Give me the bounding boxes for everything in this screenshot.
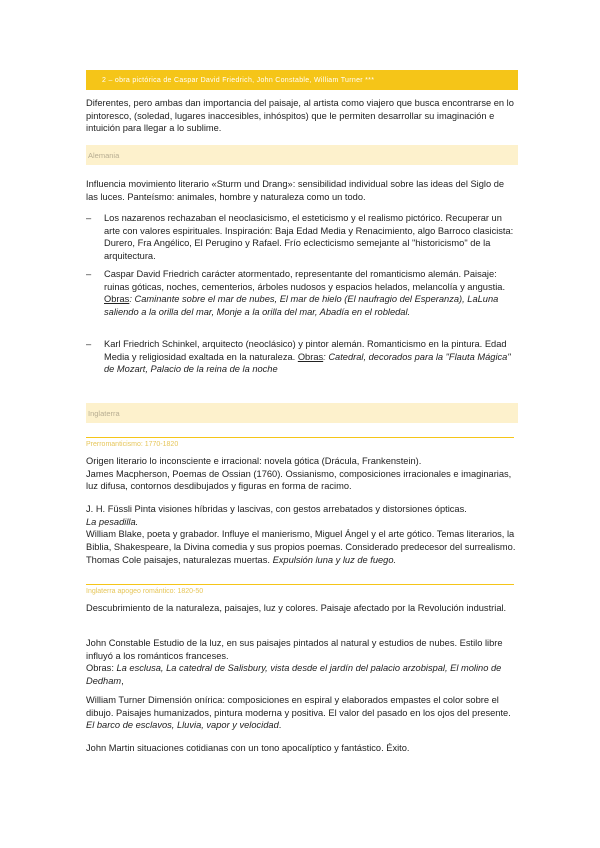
section-title-bar bbox=[86, 70, 518, 90]
prerromanticismo-subhead bbox=[86, 437, 514, 448]
constable-obras-label: Obras: bbox=[86, 663, 117, 674]
friedrich-text: Caspar David Friedrich carácter atormentado, representante del romanticismo alemán. Paisaje: ruinas góticas, noches, cementerios, árboles nudosos y espacios helados, melancolía y angustia. bbox=[104, 269, 506, 292]
bullet-mark: – bbox=[86, 339, 92, 349]
turner-tail: . bbox=[278, 720, 282, 731]
turner-block bbox=[86, 694, 518, 732]
apogeo-label: Inglaterra apogeo romántico: 1820-50 bbox=[86, 588, 204, 595]
apogeo-text: Descubrimiento de la naturaleza, paisajes, luz y colores. Paisaje afectado por la Revolución industrial. bbox=[86, 603, 507, 613]
inglaterra-heading: Inglaterra bbox=[88, 408, 120, 418]
alemania-band bbox=[86, 145, 518, 165]
alemania-intro-text: Influencia movimiento literario «Sturm und Drang»: sensibilidad individual sobre las ideas del Siglo de las luces. Panteísmo: animales, hombre y naturaleza como un todo. bbox=[86, 179, 505, 202]
turner-obras: El barco de esclavos, Lluvia, vapor y velocidad bbox=[86, 720, 279, 731]
alemania-heading: Alemania bbox=[88, 150, 120, 160]
alemania-intro bbox=[86, 178, 518, 203]
obras-label: Obras bbox=[297, 351, 324, 362]
bullet-mark: – bbox=[86, 269, 92, 279]
constable-text: John Constable Estudio de la luz, en sus paisajes pintados al natural y estudios de nubes. Estilo libre influyó a los románticos franceses. bbox=[86, 638, 503, 661]
friedrich-obras: : Caminante sobre el mar de nubes, El mar de hielo (El naufragio del Esperanza), LaLuna saliendo a la orilla del mar, Monje a la orilla del mar, Abadía en el robledal. bbox=[104, 294, 499, 318]
martin-block bbox=[86, 742, 518, 755]
bullet-nazarenos bbox=[86, 212, 518, 263]
fussli-blake-block bbox=[86, 503, 518, 567]
fussli-text: J. H. Füssli Pinta visiones híbridas y lascivas, con gestos arrebatados y distorsiones ópticas. bbox=[86, 504, 467, 514]
pre-line-2: James Macpherson, Poemas de Ossian (1760). Ossianismo, composiciones irracionales e imaginarias, luz difusa, contornos desdibujados y figuras en forma de racimo. bbox=[86, 468, 512, 492]
fussli-obra: La pesadilla. bbox=[86, 516, 139, 527]
schinkel-text: Karl Friedrich Schinkel, arquitecto (neoclásico) y pintor alemán. Romanticismo en la pintura. Edad Media y religiosidad exaltada en la naturaleza. bbox=[104, 339, 507, 362]
apogeo-subhead bbox=[86, 584, 514, 595]
bullet-mark: – bbox=[86, 213, 92, 223]
section-title: 2 – obra pictórica de Caspar David Friedrich, John Constable, William Turner *** bbox=[102, 76, 375, 84]
intro-paragraph bbox=[86, 97, 518, 135]
bullet-friedrich bbox=[86, 268, 518, 319]
prerromanticismo-label: Prerromanticismo: 1770-1820 bbox=[86, 441, 179, 448]
martin-text: John Martin situaciones cotidianas con un tono apocalíptico y fantástico. Éxito. bbox=[86, 743, 410, 753]
bullet-schinkel bbox=[86, 338, 518, 376]
intro-text: Diferentes, pero ambas dan importancia del paisaje, al artista como viajero que busca encontrarse en lo pintoresco, (soledad, lugares inaccesibles, inhóspitos) que le permiten desarrollar su imaginación e intuición para llegar a lo sublime. bbox=[86, 98, 514, 134]
schinkel-obras: : Catedral, decorados para la "Flauta Mágica" de Mozart, Palacio de la reina de la noche bbox=[104, 351, 511, 375]
apogeo-block bbox=[86, 602, 518, 615]
blake-text: William Blake, poeta y grabador. Influye el manierismo, Miguel Ángel y el arte gótico. Temas literarios, la Biblia, Shakespeare, la Divina comedia y sus propios poemas. Considerado predecesor del surrealismo. bbox=[86, 529, 516, 553]
turner-text: William Turner Dimensión onírica: composiciones en espiral y elaborados empastes el color sobre el dibujo. Paisajes humanizados, pintura moderna y positiva. El valor del pasado en los ojos del presente. bbox=[86, 695, 511, 718]
constable-obras: La esclusa, La catedral de Salisbury, vista desde el jardín del palacio arzobispal, El molino de Dedham bbox=[86, 663, 502, 687]
bullet-nazarenos-text: Los nazarenos rechazaban el neoclasicismo, el esteticismo y el realismo pictórico. Recuperar un arte con valores espirituales. Inspiración: Baja Edad Media y Renacimiento, algo Barroco clasicista: Durero, Fra Angélico, El Perugino y Rafael. Frío eclecticismo semejante al "historicismo" de la arquitectura. bbox=[104, 213, 514, 262]
constable-block bbox=[86, 637, 518, 688]
pre-line-1: Origen literario lo inconsciente e irracional: novela gótica (Drácula, Frankenstein). bbox=[86, 456, 422, 466]
cole-text: Thomas Cole paisajes, naturalezas muertas. bbox=[86, 554, 270, 565]
obras-label: Obras bbox=[104, 294, 130, 305]
prerromanticismo-block bbox=[86, 455, 518, 493]
constable-obras-tail: , bbox=[121, 676, 124, 687]
inglaterra-band bbox=[86, 403, 518, 423]
cole-obra: Expulsión luna y luz de fuego. bbox=[272, 554, 397, 565]
